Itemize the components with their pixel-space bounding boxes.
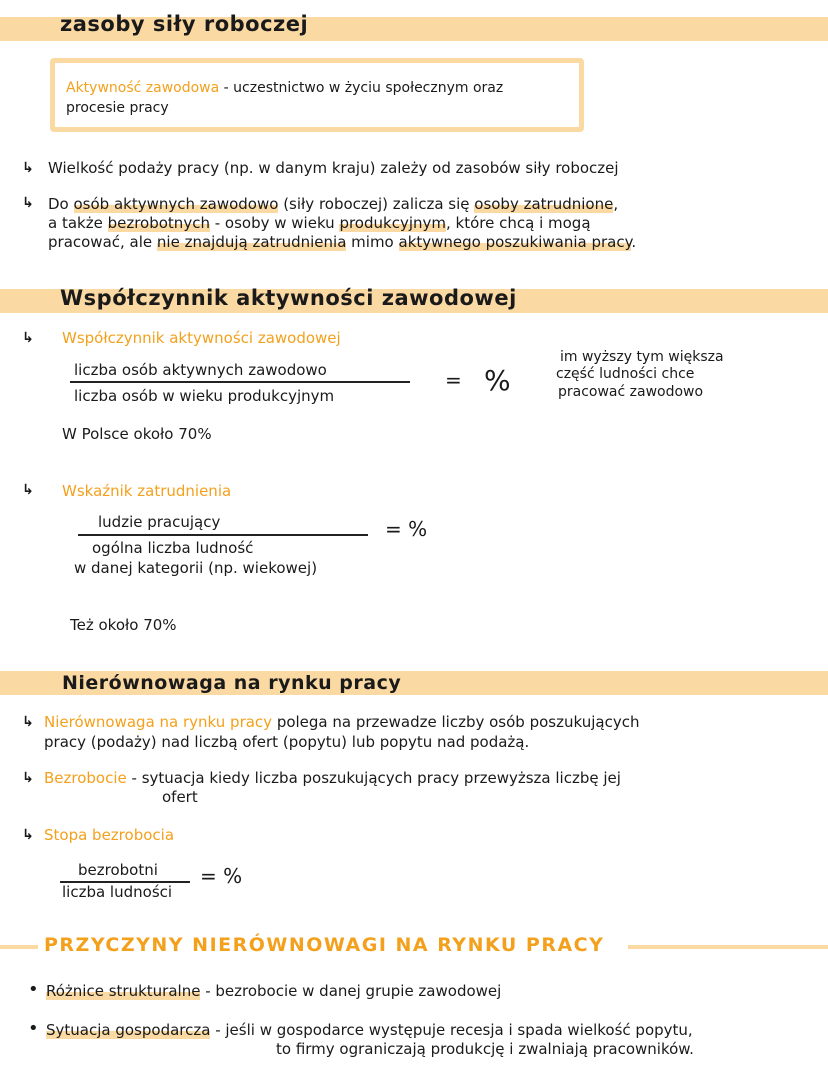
note-line-2: część ludności chce <box>556 366 695 382</box>
bullet-imbalance-l1: Nierównowaga na rynku pracy polega na przewadze liczby osób poszukujących <box>44 713 640 731</box>
hl-unemployed: bezrobotnych <box>107 214 210 232</box>
arrow-icon: ↳ <box>22 770 34 786</box>
hl-no-job: nie znajdują zatrudnienia <box>156 233 347 251</box>
bullet-supply: Wielkość podaży pracy (np. w danym kraju) zależy od zasobów siły roboczej <box>48 159 619 177</box>
arrow-icon: ↳ <box>22 827 34 843</box>
dot-icon: • <box>28 979 39 1000</box>
formula2-equals: = % <box>385 517 428 541</box>
formula2-label: Wskaźnik zatrudnienia <box>62 482 232 500</box>
arrow-icon: ↳ <box>22 714 34 730</box>
cause-economic-l2: to firmy ograniczają produkcję i zwalniają pracowników. <box>276 1040 694 1058</box>
hl-search: aktywnego poszukiwania pracy <box>398 233 632 251</box>
formula1-poland: W Polsce około 70% <box>62 425 212 443</box>
section-title-2: Współczynnik aktywności zawodowej <box>60 286 517 310</box>
cause-economic-l1: Sytuacja gospodarcza - jeśli w gospodarce występuje recesja i spada wielkość popytu, <box>46 1021 693 1039</box>
note-line-3: pracować zawodowo <box>558 384 704 400</box>
section-title-1: zasoby siły roboczej <box>60 12 309 36</box>
arrow-icon: ↳ <box>22 330 34 346</box>
unemployment-term: Bezrobocie <box>44 769 127 787</box>
formula1-label: Współczynnik aktywności zawodowej <box>62 329 341 347</box>
formula2-note: Też około 70% <box>70 616 177 634</box>
formula3-equals: = % <box>200 864 243 888</box>
formula2-denominator-1: ogólna liczba ludność <box>92 539 254 557</box>
arrow-icon: ↳ <box>22 195 34 211</box>
bullet-unemployment-l1: Bezrobocie - sytuacja kiedy liczba poszukujących pracy przewyższa liczbę jej <box>44 769 621 787</box>
bullet-unemployment-l2: ofert <box>162 788 198 806</box>
hl-employed: osoby zatrudnione <box>474 195 614 213</box>
formula2-numerator: ludzie pracujący <box>98 513 221 531</box>
hl-productive: produkcyjnym <box>339 214 446 232</box>
formula1-percent: % <box>484 364 511 397</box>
bullet-active-l1: Do osób aktywnych zawodowo (siły roboczej) zalicza się osoby zatrudnione, <box>48 195 619 213</box>
formula1-denominator: liczba osób w wieku produkcyjnym <box>74 387 335 405</box>
formula1-numerator: liczba osób aktywnych zawodowo <box>74 361 327 379</box>
formula3-denominator: liczba ludności <box>62 883 173 901</box>
arrow-icon: ↳ <box>22 482 34 498</box>
dot-icon: • <box>28 1018 39 1039</box>
formula2-denominator-2: w danej kategorii (np. wiekowej) <box>74 559 318 577</box>
section-title-3: Nierównowaga na rynku pracy <box>62 672 402 694</box>
imbalance-term: Nierównowaga na rynku pracy <box>44 713 273 731</box>
box-term: Aktywność zawodowa <box>66 80 220 96</box>
fraction-line <box>78 534 368 536</box>
structural-term: Różnice strukturalne <box>46 982 201 1000</box>
formula3-numerator: bezrobotni <box>78 861 158 879</box>
arrow-icon: ↳ <box>22 160 34 176</box>
cause-structural: Różnice strukturalne - bezrobocie w danej grupie zawodowej <box>46 982 502 1000</box>
formula1-equals: = <box>445 368 462 392</box>
rate-label: Stopa bezrobocia <box>44 826 175 844</box>
bullet-imbalance-l2: pracy (podaży) nad liczbą ofert (popytu) lub popytu nad podażą. <box>44 733 530 751</box>
fraction-line <box>70 381 410 383</box>
note-line-1: im wyższy tym większa <box>560 349 724 365</box>
section-line-right <box>628 945 828 949</box>
bullet-active-l2: a także bezrobotnych - osoby w wieku produkcyjnym, które chcą i mogą <box>48 214 591 232</box>
bullet-active-l3: pracować, ale nie znajdują zatrudnienia mimo aktywnego poszukiwania pracy. <box>48 233 637 251</box>
box-line-1: Aktywność zawodowa - uczestnictwo w życiu społecznym oraz <box>66 80 504 96</box>
hl-active-persons: osób aktywnych zawodowo <box>73 195 279 213</box>
section-title-4: PRZYCZYNY NIERÓWNOWAGI NA RYNKU PRACY <box>44 934 605 956</box>
box-line-2: procesie pracy <box>66 100 169 116</box>
economic-term: Sytuacja gospodarcza <box>46 1021 211 1039</box>
section-line-left <box>0 945 38 949</box>
